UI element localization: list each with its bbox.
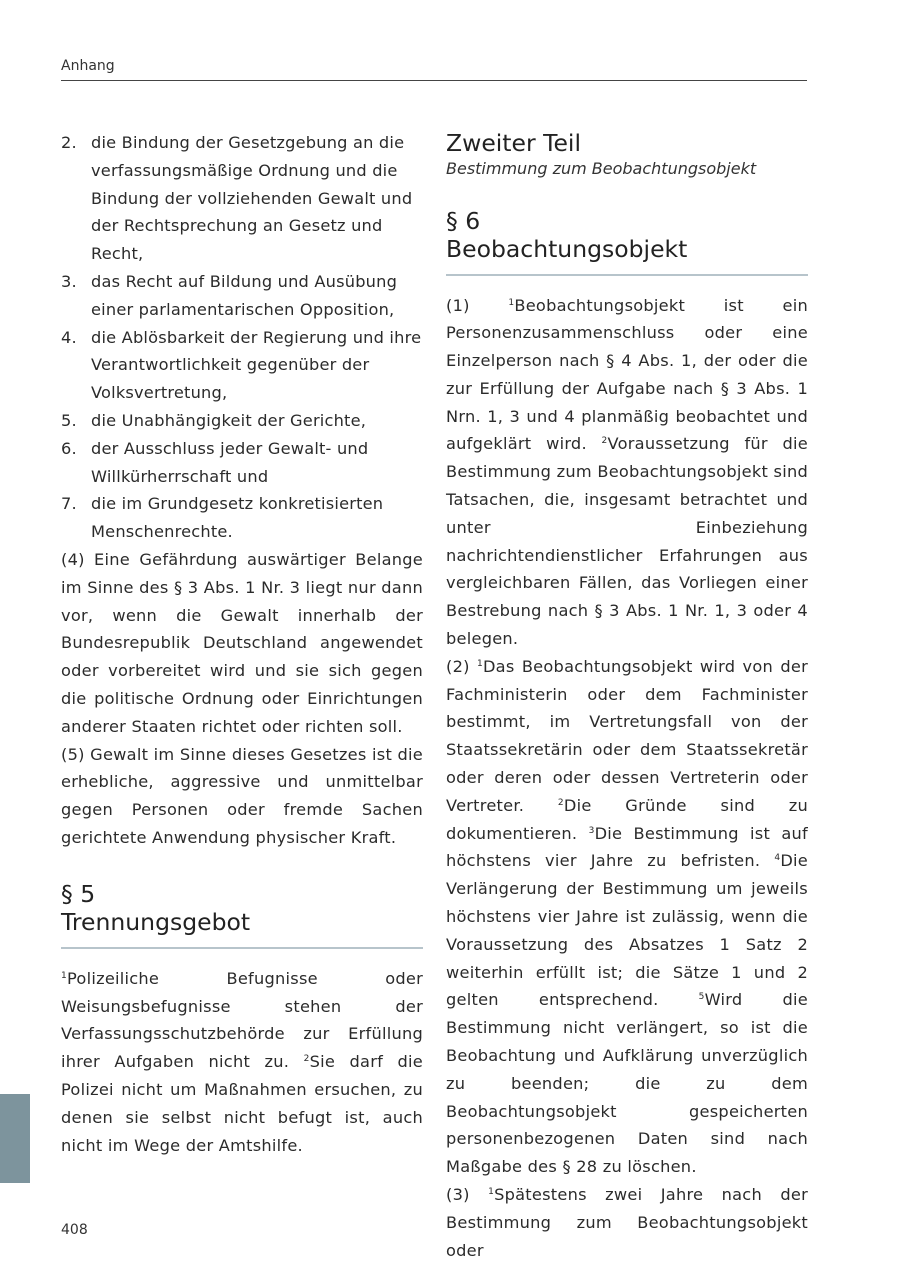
sentence-marker: 2 (601, 436, 608, 447)
paragraph-label: (3) (446, 1185, 470, 1204)
sentence: Das Beobachtungsobjekt wird von der Fachministerin oder dem Fachminister bestimmt, im Vertretungsfall von der Staatssekretärin oder dem Staatssekretär oder deren oder dessen Vertreterin oder Vertreter. (446, 656, 808, 815)
paragraph-label: (1) (446, 295, 470, 315)
list-number: 7. (61, 494, 77, 514)
section-5-title: Trennungsgebot (61, 908, 251, 937)
list-item (61, 129, 423, 268)
paragraph-1 (446, 292, 808, 653)
chapter-thumb-tab (0, 1094, 30, 1183)
sentence: Die Gründe sind zu dokumentieren. (446, 795, 808, 843)
list-text: der Ausschluss jeder Gewalt- und Willkürherrschaft und (91, 438, 369, 486)
section-5-number: § 5 (61, 879, 96, 908)
list-item (61, 324, 423, 407)
sentence: Sie darf die Polizei nicht um Maßnahmen ersuchen, zu denen sie selbst nicht befugt ist, auch nicht im Wege der Amtshilfe. (61, 1052, 423, 1155)
list-item (61, 268, 423, 324)
section-5-rule (61, 947, 423, 949)
list-text: das Recht auf Bildung und Ausübung einer parlamentarischen Opposition, (91, 271, 398, 319)
sentence-marker: 1 (508, 297, 515, 308)
section-6-number: § 6 (446, 206, 481, 235)
sentence: Spätestens zwei Jahre nach der Bestimmung zum Beobachtungsobjekt oder (446, 1185, 808, 1260)
list-text: die Bindung der Gesetzgebung an die verfassungsmäßige Ordnung und die Bindung der vollziehenden Gewalt und der Rechtsprechung an Gesetz und Recht, (91, 133, 413, 264)
sentence: Die Bestimmung ist auf höchstens vier Jahre zu befristen. (446, 823, 808, 871)
sentence: Wird die Bestimmung nicht verlängert, so ist die Beobachtung und Aufklärung unverzüglich zu beenden; die zu dem Beobachtungsobjekt gespeicherten personenbezogenen Daten sind nach Maßgabe des § 28 zu löschen. (446, 990, 808, 1177)
list-item (61, 490, 423, 546)
sentence: Voraussetzung für die Bestimmung zum Beobachtungsobjekt sind Tatsachen, die, insgesamt betrachtet und unter Einbeziehung nachrichtendienstlicher Erfahrungen aus vergleichbaren Fällen, das Vorliegen einer Bestrebung nach § 3 Abs. 1 Nr. 1, 3 oder 4 belegen. (446, 434, 808, 649)
sentence-marker: 4 (774, 853, 781, 864)
running-header: Anhang (61, 58, 115, 74)
sentence-marker: 2 (557, 797, 564, 808)
paragraph-5: (5) Gewalt im Sinne dieses Gesetzes ist die erhebliche, aggressive und unmittelbar gegen Personen oder fremde Sachen gerichtete Anwendung physischer Kraft. (61, 744, 423, 847)
left-column (61, 129, 423, 1159)
sentence: Die Verlängerung der Bestimmung um jeweils höchstens vier Jahre ist zulässig, wenn die Voraussetzung des Absatzes 1 Satz 2 weiterhin erfüllt ist; die Sätze 1 und 2 gelten entsprechend. (446, 851, 808, 1010)
list-number: 5. (61, 410, 77, 430)
principles-list (61, 129, 423, 546)
sentence-marker: 1 (61, 970, 67, 981)
list-item (61, 407, 423, 435)
part-subtitle: Bestimmung zum Beobachtungsobjekt (446, 158, 757, 178)
list-item (61, 435, 423, 491)
sentence-marker: 1 (488, 1187, 495, 1197)
sentence: Polizeiliche Befugnisse oder Weisungsbefugnisse stehen der Verfassungsschutzbehörde zur Erfüllung ihrer Aufgaben nicht zu. (61, 968, 423, 1072)
paragraph-3 (446, 1181, 808, 1264)
section-5-text (61, 965, 423, 1160)
paragraph-label: (2) (446, 656, 470, 676)
paragraph-2 (446, 653, 808, 1181)
paragraph-4: (4) Eine Gefährdung auswärtiger Belange im Sinne des § 3 Abs. 1 Nr. 3 liegt nur dann vor, wenn die Gewalt innerhalb der Bundesrepublik Deutschland angewendet oder vorbereitet wird und sie sich gegen die politische Ordnung oder Einrichtungen anderer Staaten richtet oder richten soll. (61, 549, 423, 736)
list-number: 6. (61, 438, 77, 458)
page-number: 408 (61, 1222, 88, 1238)
sentence-marker: 3 (588, 825, 595, 836)
right-column (446, 129, 808, 1264)
section-6-title: Beobachtungsobjekt (446, 235, 688, 263)
list-text: die Unabhängigkeit der Gerichte, (91, 410, 367, 430)
section-6-rule (446, 274, 808, 276)
list-number: 4. (61, 327, 77, 347)
list-text: die im Grundgesetz konkretisierten Menschenrechte. (91, 494, 384, 542)
sentence: Beobachtungsobjekt ist ein Personenzusammenschluss oder eine Einzelperson nach § 4 Abs. 1, der oder die zur Erfüllung der Aufgabe nach § 3 Abs. 1 Nrn. 1, 3 und 4 planmäßig beobachtet und aufgeklärt wird. (446, 295, 808, 454)
part-title: Zweiter Teil (446, 129, 581, 157)
sentence-marker: 5 (698, 992, 705, 1003)
list-number: 3. (61, 271, 77, 291)
list-text: die Ablösbarkeit der Regierung und ihre Verantwortlichkeit gegenüber der Volksvertretung, (91, 327, 422, 403)
sentence-marker: 2 (303, 1054, 310, 1065)
list-number: 2. (61, 133, 77, 152)
sentence-marker: 1 (476, 658, 483, 669)
header-rule (61, 80, 807, 81)
